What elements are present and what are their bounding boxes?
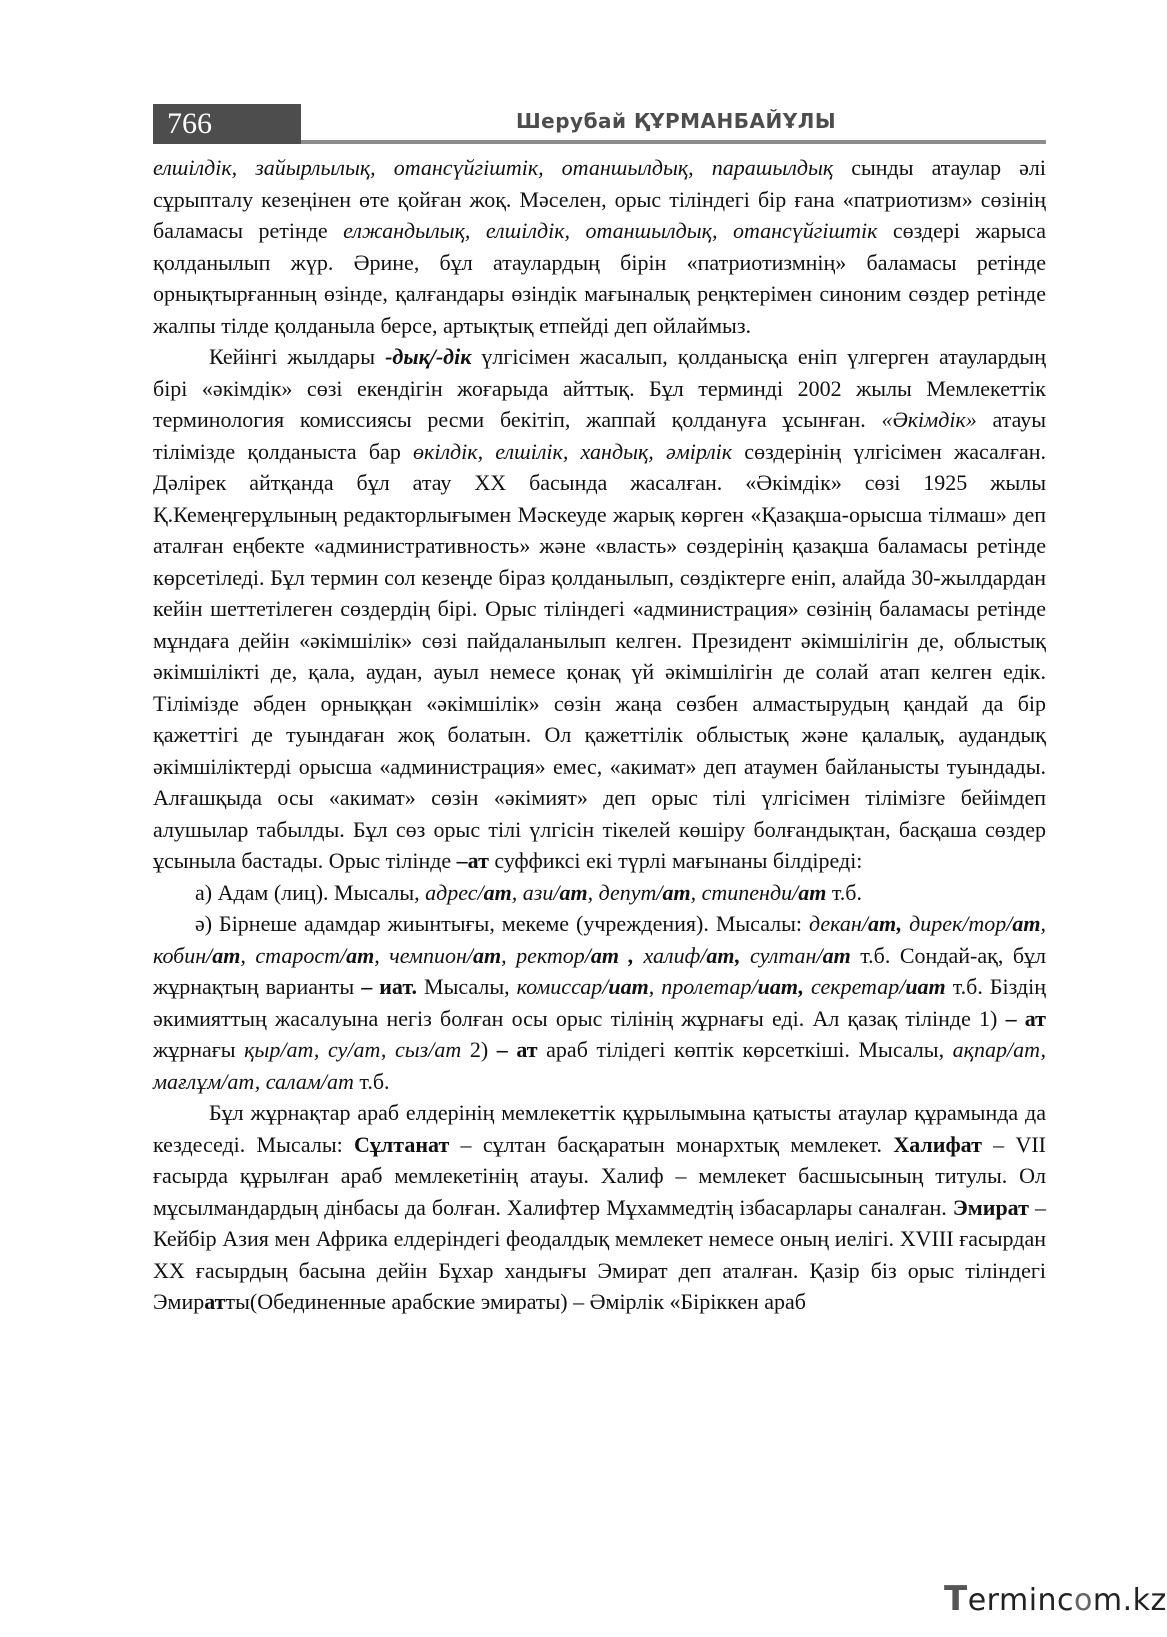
text-run: өкілдік, елшілік, хандық, әмірлік <box>413 438 733 464</box>
paragraph <box>153 1097 1046 1318</box>
text-run: , ректор/ <box>501 942 591 968</box>
text-run: атауы тілімізде қолданыста бар <box>153 407 1046 464</box>
watermark-logo <box>944 1579 1167 1619</box>
text-run: т.б. <box>353 1068 390 1094</box>
text-run: т.б. <box>826 879 862 905</box>
text-run: елжандылық, елшілдік, отаншылдық, отансүйгіштік <box>343 218 878 243</box>
text-run: ә) Бірнеше адамдар жиынтығы, мекеме (учреждения). Мысалы: <box>195 911 809 936</box>
text-run: Бұл жұрнақтар араб елдерінің мемлекеттік құрылымына қатысты атаулар құрамында да кездеседі. Мысалы: <box>153 1100 1046 1157</box>
text-run: үлгісімен жасалып, қолданысқа еніп үлгерген атаулардың бірі «әкімдік» сөзі екендігін жоғарыда айттық. Бұл терминді 2002 жылы Мемлекеттік терминология комиссиясы ресми бекітіп, жаппай қолдануға ұсынған. <box>153 344 1046 432</box>
text-run: ат <box>662 879 691 905</box>
text-run: , кобин/ <box>153 911 1047 968</box>
text-run: – Кейбір Азия мен Африка елдеріндегі феодалдық мемлекет немесе оның иелігі. ХVІІІ ғасырдан ХХ ғасырдың басына дейін Бұхар хандығы Эмират деп аталған. Қазір біз орыс тіліндегі Эмир <box>153 1194 1046 1314</box>
paragraph <box>153 877 1046 909</box>
text-run: ат <box>204 1289 226 1314</box>
text-run: декан/ <box>809 911 868 936</box>
text-run: -дық/-дік <box>385 344 472 369</box>
watermark-letter-t: T <box>944 1579 968 1619</box>
watermark-accent: o <box>1074 1583 1093 1618</box>
text-run: Халифат <box>893 1131 982 1157</box>
text-run: комиссар/ <box>516 974 609 999</box>
text-run: адрес/ <box>425 879 484 905</box>
text-run: жұрнағы <box>153 1037 245 1062</box>
text-run: сынды атаулар әлі сұрыпталу кезеңінен өте қойған жоқ. Мәселен, орыс тіліндегі бір ғана «патриотизм» сөзінің баламасы ретінде <box>153 155 1046 243</box>
text-run: , чемпион/ <box>374 942 473 968</box>
text-run: сөздерінің үлгісімен жасалған. Дәлірек айтқанда бұл атау ХХ басында жасалған. «Әкімдік» сөзі 1925 жылы Қ.Кемеңгерұлының редакторлығымен Мәскеуде жарық көрген «Қазақша-орысша тілмаш» деп аталған еңбекте «административность» және «власть» сөздерінің қазақша баламасы ретінде көрсетіледі. Бұл термин сол кезеңде біраз қолданылып, сөздіктерге еніп, алайда 30-жылдардан кейін шеттетілеген сөздердің бірі. Орыс тіліндегі «администрация» сөзінің баламасы ретінде мұндаға дейін «әкімшілік» сөзі пайдаланылып келген. Президент әкімшілігін де, облыстық әкімшілікті де, қала, аудан, ауыл немесе қонақ үй әкімшілігін де солай атап келген едік. Тілімізде әбден орныққан «әкімшілік» сөзін жаңа сөзбен алмастырудың қандай да бір қажеттігі де туындаған жоқ болатын. Ол қажеттілік облыстық және қалалық, аудандық әкімшіліктерді орысша «администрация» емес, «акимат» деп атаумен байланысты туындады. Алғашқыда осы «акимат» сөзін «әкімият» деп орыс тілі үлгісімен тілімізге бейімдеп алушылар табылды. Бұл сөз орыс тілі үлгісін тікелей көшіру болғандықтан, басқаша сөздер ұсыныла бастады. Орыс тілінде <box>153 438 1046 873</box>
header-rule <box>301 140 1046 144</box>
text-run: елшілдік, зайырлылық, отансүйгіштік, отаншылдық, парашылдық <box>153 155 834 180</box>
text-run: ат <box>559 879 588 905</box>
paragraph <box>153 152 1046 341</box>
text-run: ат, <box>867 911 903 936</box>
text-run: – иат. <box>361 974 418 999</box>
text-run: иат <box>608 974 649 999</box>
text-run: – ат <box>496 1037 538 1062</box>
text-run: а) Адам (лиц). Мысалы, <box>195 879 426 905</box>
paragraph <box>153 341 1046 877</box>
text-run: ақпар/ат, мағлұм/ат, салам/ат <box>153 1037 1047 1094</box>
text-run: ат, <box>706 942 741 968</box>
text-run: иат, <box>757 974 805 999</box>
text-run: – ат <box>1005 1005 1046 1031</box>
text-run: Мысалы, <box>417 974 517 999</box>
text-run: суффиксі екі түрлі мағынаны білдіреді: <box>488 848 863 873</box>
text-run: ат <box>346 942 375 968</box>
text-run: «Әкімдік» <box>881 407 977 432</box>
paragraph <box>153 908 1046 1097</box>
running-header-author: Шерубай ҚҰРМАНБАЙҰЛЫ <box>515 109 837 133</box>
text-run: т.б. Сондай-ақ, бұл жұрнақтың варианты <box>153 942 1046 999</box>
watermark-part2: m.kz <box>1092 1583 1167 1618</box>
text-run: – сұлтан басқаратын монархтық мемлекет. <box>449 1131 894 1157</box>
text-run: халиф/ <box>634 942 707 968</box>
text-run: т.б. Біздің әкимияттың жасалуына негіз болған осы орыс тілінің жұрнағы еді. Ал қазақ тілінде 1) <box>153 974 1046 1031</box>
text-run: дирек/тор/ <box>902 911 1013 936</box>
text-run: ат <box>483 879 512 905</box>
text-run: секретар/ <box>804 974 906 999</box>
text-run: 2) <box>461 1037 497 1062</box>
text-run: – VІІ ғасырда құрылған араб мемлекетінің атауы. Халиф – мемлекет басшысының титулы. Ол мұсылмандардың дінбасы да болған. Халифтер Мұхаммедтің ізбасарлары саналған. <box>153 1131 1046 1220</box>
text-run: ты(Обединенные арабские эмираты) – Әмірлік «Біріккен араб <box>225 1289 806 1314</box>
text-run: ат <box>212 942 241 968</box>
text-run: ат <box>472 942 502 968</box>
watermark-middle: c <box>1057 1583 1075 1618</box>
text-run: Эмират <box>952 1194 1029 1220</box>
watermark-part1: ermin <box>967 1583 1058 1618</box>
text-run: ат , <box>590 942 635 968</box>
text-run: , ази/ <box>511 879 560 905</box>
text-run: Кейінгі жылдары <box>209 344 386 369</box>
text-run: , депут/ <box>587 879 663 905</box>
text-run: Сұлтанат <box>354 1131 450 1157</box>
text-run: султан/ <box>740 942 823 968</box>
text-run: араб тілідегі көптік көрсеткіші. Мысалы, <box>537 1037 953 1062</box>
page-number: 766 <box>153 104 301 144</box>
text-run: , старост/ <box>240 942 347 968</box>
text-run: иат <box>905 974 946 999</box>
text-run: , стипенди/ <box>690 879 799 905</box>
text-run: сөздері жарыса қолданылып жүр. Әрине, бұл атаулардың бірін «патриотизмнің» баламасы ретінде орнықтырғанның өзінде, қалғандары өзіндік мағыналық реңктерімен синоним сөздер ретінде жалпы тілде қолданыла берсе, артықтық етпейді деп ойлаймыз. <box>153 218 1047 338</box>
text-run: –ат <box>456 848 489 873</box>
text-run: қыр/ат, су/ат, сыз/ат <box>244 1037 462 1062</box>
text-run: ат <box>822 942 851 968</box>
text-run: ат <box>798 879 827 905</box>
text-run: ат <box>1012 911 1041 936</box>
text-run: , пролетар/ <box>648 974 758 999</box>
body-text <box>153 152 1046 1318</box>
